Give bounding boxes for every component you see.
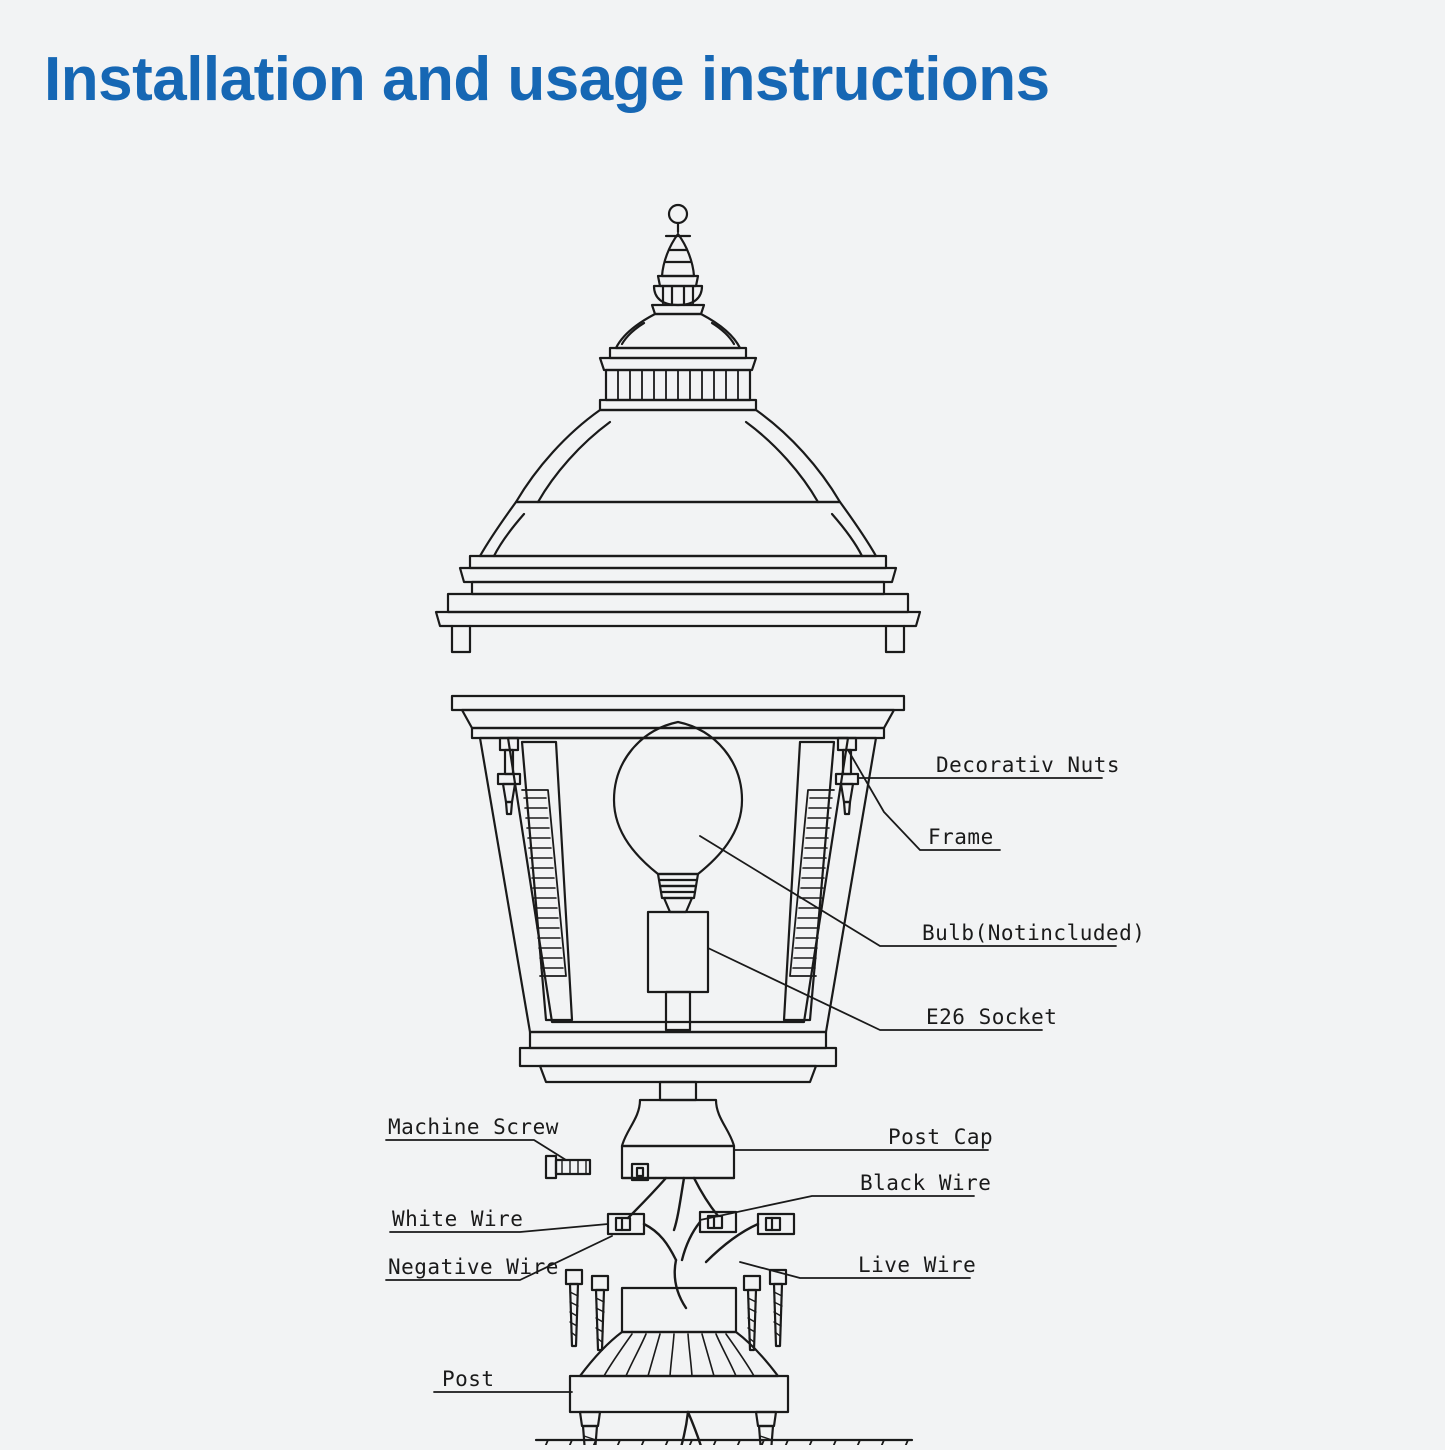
socket-group [648,912,708,1030]
lantern-assembly-diagram [0,150,1445,1445]
bulb-group [614,722,742,912]
callout-negative-wire: Negative Wire [388,1255,559,1279]
machine-screw-icon [546,1156,590,1178]
decorative-nuts-group [498,738,858,814]
callout-e26-socket: E26 Socket [926,1005,1058,1029]
finial-group [652,205,704,314]
callout-bulb: Bulb(Notincluded) [922,921,1146,945]
callout-frame: Frame [928,825,994,849]
callout-live-wire: Live Wire [858,1253,977,1277]
callout-decorative-nuts: Decorativ Nuts [936,753,1121,777]
leader-lines [386,750,1116,1392]
ground-group [536,1412,912,1445]
post-cap-group [622,1082,734,1180]
callout-black-wire: Black Wire [860,1171,992,1195]
callout-machine-screw: Machine Screw [388,1115,559,1139]
roof-group [436,314,920,652]
callout-post-cap: Post Cap [888,1125,994,1149]
callout-post: Post [442,1367,495,1391]
callout-white-wire: White Wire [392,1207,524,1231]
lantern-body-group [452,696,904,1082]
page-title: Installation and usage instructions [44,45,1050,114]
callout-labels [388,753,1145,1391]
